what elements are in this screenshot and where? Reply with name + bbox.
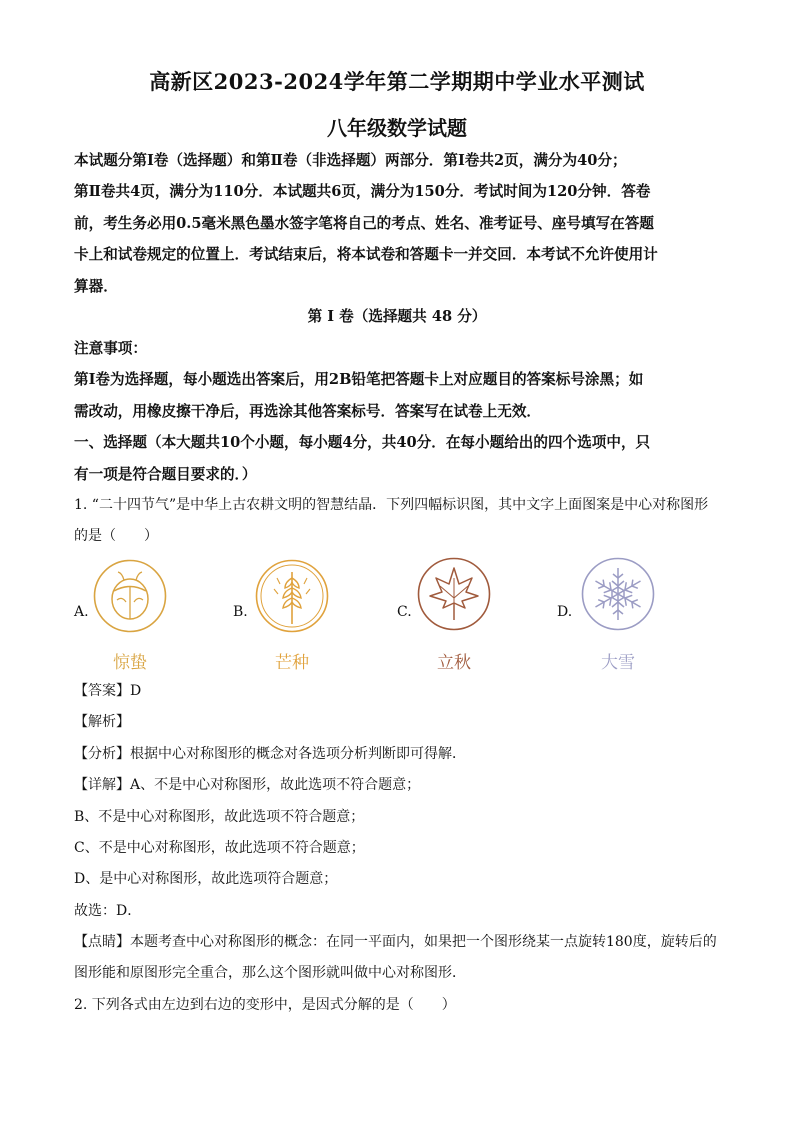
instructions-line: 第Ⅱ卷共4页，满分为110分．本试题共6页，满分为150分．考试时间为120分钟．答卷 — [74, 183, 651, 201]
notice-line: 第Ⅰ卷为选择题，每小题选出答案后，用2B铅笔把答题卡上对应题目的答案标号涂黑；如 — [74, 371, 644, 389]
instructions-block — [74, 145, 726, 302]
question-1-stem: 1. “二十四节气”是中华上古农耕文明的智慧结晶．下列四幅标识图，其中文字上面图案是中心对称图形 — [74, 497, 709, 513]
question-1-stem-cont: 的是（ ） — [74, 528, 158, 544]
instructions-line: 算器． — [74, 277, 118, 295]
instructions-line: 卡上和试卷规定的位置上．考试结束后，将本试卷和答题卡一并交回．本考试不允许使用计 — [74, 246, 658, 264]
exam-title: 高新区2023-2024学年第二学期期中学业水平测试 — [149, 69, 645, 94]
exam-subtitle: 八年级数学试题 — [327, 116, 467, 140]
question-2-stem: 2. 下列各式由左边到右边的变形中，是因式分解的是（ ） — [74, 997, 456, 1013]
notice-line: 需改动，用橡皮擦干净后，再选涂其他答案标号．答案写在试卷上无效． — [74, 402, 542, 420]
notice-block — [74, 333, 726, 490]
option-a-label: 惊蛰 — [113, 653, 147, 673]
option-c-letter: C. — [397, 604, 412, 620]
option-a-letter: A. — [74, 604, 89, 620]
comment-line: 【点睛】本题考查中心对称图形的概念：在同一平面内，如果把一个图形绕某一点旋转180度，旋转后的 — [74, 934, 717, 950]
analysis-title: 【解析】 — [74, 714, 130, 730]
option-b-label: 芒种 — [275, 653, 309, 673]
detail-line: B、不是中心对称图形，故此选项不符合题意； — [74, 809, 365, 825]
detail-line: 【详解】A、不是中心对称图形，故此选项不符合题意； — [74, 777, 421, 793]
answer-line: 【答案】D — [74, 683, 142, 699]
section-heading: 第 I 卷（选择题共 48 分） — [307, 308, 487, 325]
analysis-line: 【分析】根据中心对称图形的概念对各选项分析判断即可得解． — [74, 746, 466, 762]
option-c-label: 立秋 — [437, 653, 471, 673]
maple-leaf-icon — [416, 556, 492, 632]
part-heading-line: 有一项是符合题目要求的．） — [74, 465, 257, 483]
ladybug-icon — [92, 558, 168, 634]
option-b-letter: B. — [233, 604, 248, 620]
instructions-line: 本试题分第Ⅰ卷（选择题）和第Ⅱ卷（非选择题）两部分．第Ⅰ卷共2页，满分为40分； — [74, 152, 627, 169]
part-heading-line: 一、选择题（本大题共10个小题，每小题4分，共40分．在每小题给出的四个选项中，只 — [74, 434, 651, 452]
wheat-icon — [254, 558, 330, 634]
option-d-letter: D. — [557, 604, 573, 620]
snowflake-icon — [580, 556, 656, 632]
option-d-label: 大雪 — [601, 653, 635, 673]
detail-line: D、是中心对称图形，故此选项符合题意； — [74, 871, 338, 887]
notice-title: 注意事项： — [74, 340, 147, 357]
comment-line: 图形能和原图形完全重合，那么这个图形就叫做中心对称图形． — [74, 965, 466, 981]
conclusion-line: 故选：D． — [74, 903, 142, 919]
detail-line: C、不是中心对称图形，故此选项不符合题意； — [74, 840, 365, 856]
instructions-line: 前，考生务必用0.5毫米黑色墨水签字笔将自己的考点、姓名、准考证号、座号填写在答题 — [74, 214, 654, 232]
